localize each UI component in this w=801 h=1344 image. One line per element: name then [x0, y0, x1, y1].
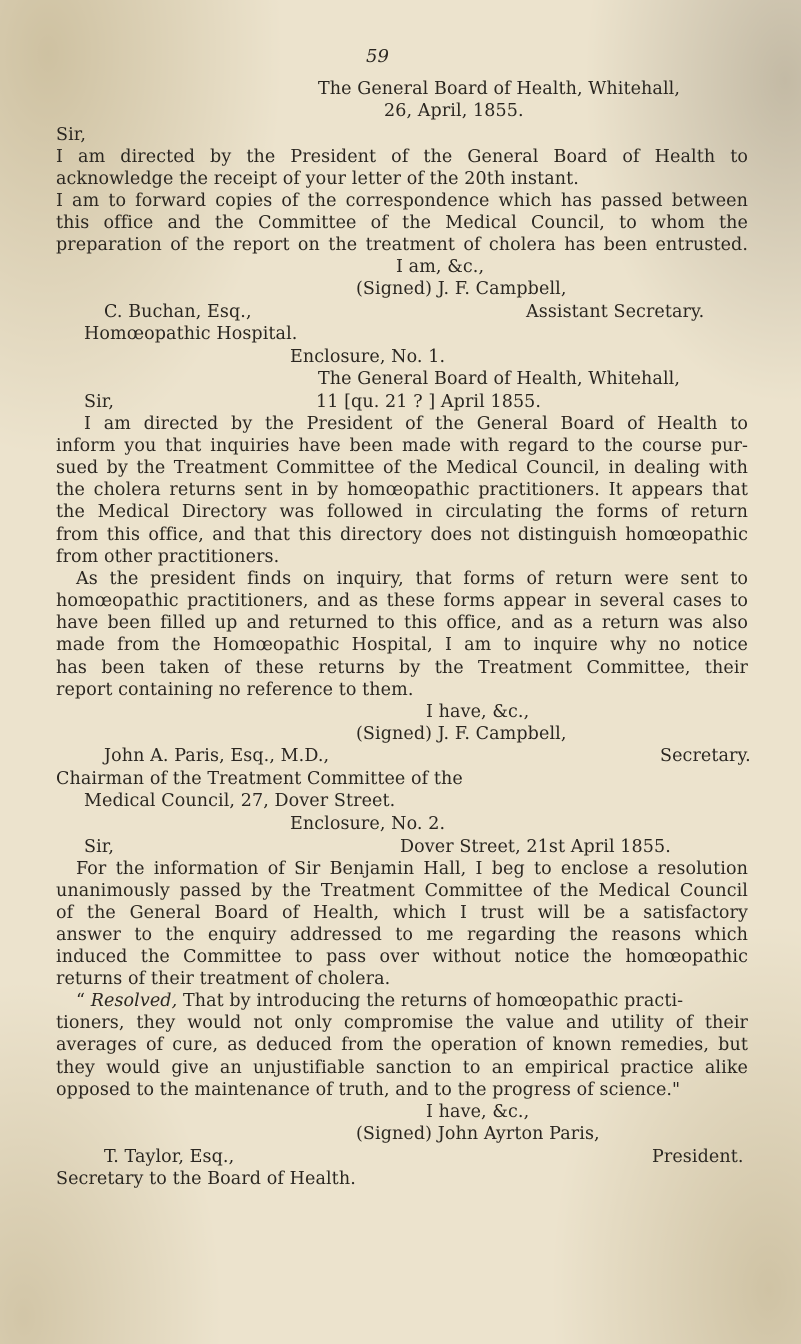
- enclosure2-title: Enclosure, No. 2.: [290, 814, 446, 834]
- enclosure1-body-line: made from the Homœopathic Hospital, I am to inquire why no notice: [56, 635, 748, 655]
- enclosure2-resolution-line: tioners, they would not only compromise the value and utility of their: [56, 1013, 748, 1033]
- enclosure1-heading: The General Board of Health, Whitehall,: [318, 369, 681, 389]
- letter1-signature: (Signed) J. F. Campbell,: [356, 279, 567, 299]
- enclosure2-signature: (Signed) John Ayrton Paris,: [356, 1124, 600, 1144]
- enclosure1-addressee-name: John A. Paris, Esq., M.D.,: [104, 746, 330, 766]
- enclosure2-addressee-name: T. Taylor, Esq.,: [104, 1147, 235, 1167]
- enclosure2-body-line: of the General Board of Health, which I trust will be a satisfactory: [56, 903, 748, 923]
- enclosure1-body-line: the Medical Directory was followed in circulating the forms of return: [56, 502, 748, 522]
- enclosure1-body-line: has been taken of these returns by the Treatment Committee, their: [56, 658, 748, 678]
- enclosure2-addressee-line: Secretary to the Board of Health.: [56, 1169, 356, 1189]
- enclosure1-signer-title: Secretary.: [660, 746, 751, 766]
- enclosure2-resolution-first-line: “ Resolved, That by introducing the returns of homœopathic practi-: [76, 991, 684, 1011]
- letter1-body-line: I am to forward copies of the correspondence which has passed between: [56, 191, 748, 211]
- letter1-signer-title: Assistant Secretary.: [526, 302, 705, 322]
- enclosure1-salutation: Sir,: [84, 392, 114, 412]
- enclosure2-resolution-line: averages of cure, as deduced from the operation of known remedies, but: [56, 1035, 748, 1055]
- letter1-salutation: Sir,: [56, 125, 86, 145]
- enclosure2-date: Dover Street, 21st April 1855.: [400, 837, 671, 857]
- enclosure2-closing: I have, &c.,: [426, 1102, 530, 1122]
- enclosure2-salutation: Sir,: [84, 837, 114, 857]
- enclosure1-signature: (Signed) J. F. Campbell,: [356, 724, 567, 744]
- enclosure2-signer-title: President.: [652, 1147, 744, 1167]
- enclosure1-body-line: As the president finds on inquiry, that forms of return were sent to: [76, 569, 748, 589]
- enclosure1-addressee-line: Chairman of the Treatment Committee of the: [56, 769, 463, 789]
- letter1-body-line: preparation of the report on the treatment of cholera has been entrusted.: [56, 235, 748, 255]
- enclosure1-addressee-line: Medical Council, 27, Dover Street.: [84, 791, 396, 811]
- letter1-heading-line1: The General Board of Health, Whitehall,: [318, 79, 681, 99]
- enclosure2-body-line: answer to the enquiry addressed to me regarding the reasons which: [56, 925, 748, 945]
- letter1-date: 26, April, 1855.: [384, 101, 524, 121]
- letter1-body-line: I am directed by the President of the General Board of Health to: [56, 147, 748, 167]
- enclosure1-closing: I have, &c.,: [426, 702, 530, 722]
- letter1-body-line: acknowledge the receipt of your letter of the 20th instant.: [56, 169, 579, 189]
- enclosure1-body-line: sued by the Treatment Committee of the Medical Council, in dealing with: [56, 458, 748, 478]
- enclosure1-body-line: report containing no reference to them.: [56, 680, 414, 700]
- resolved-word: Resolved,: [90, 991, 178, 1011]
- enclosure2-body-line: unanimously passed by the Treatment Committee of the Medical Council: [56, 881, 748, 901]
- enclosure1-body-line: from this office, and that this directory does not distinguish homœopathic: [56, 525, 748, 545]
- enclosure1-body-line: from other practitioners.: [56, 547, 280, 567]
- enclosure1-body-line: inform you that inquiries have been made with regard to the course pur-: [56, 436, 748, 456]
- enclosure1-body-line: the cholera returns sent in by homœopathic practitioners. It appears that: [56, 480, 748, 500]
- enclosure1-title: Enclosure, No. 1.: [290, 347, 446, 367]
- enclosure1-body-line: have been filled up and returned to this office, and as a return was also: [56, 613, 748, 633]
- letter1-addressee-name: C. Buchan, Esq.,: [104, 302, 252, 322]
- letter1-body-line: this office and the Committee of the Medical Council, to whom the: [56, 213, 748, 233]
- enclosure1-body-line: I am directed by the President of the General Board of Health to: [84, 414, 748, 434]
- resolution-text: That by introducing the returns of homœopathic practi-: [177, 991, 684, 1011]
- enclosure2-body-line: induced the Committee to pass over without notice the homœopathic: [56, 947, 748, 967]
- letter1-addressee-place: Homœopathic Hospital.: [84, 324, 298, 344]
- enclosure1-body-line: homœopathic practitioners, and as these forms appear in several cases to: [56, 591, 748, 611]
- enclosure2-body-line: For the information of Sir Benjamin Hall, I beg to enclose a resolution: [76, 859, 748, 879]
- page-number: 59: [366, 46, 390, 67]
- enclosure1-date: 11 [qu. 21 ? ] April 1855.: [316, 392, 542, 412]
- enclosure2-body-line: returns of their treatment of cholera.: [56, 969, 391, 989]
- enclosure2-resolution-line: opposed to the maintenance of truth, and to the progress of science.": [56, 1080, 681, 1100]
- enclosure2-resolution-line: they would give an unjustifiable sanction to an empirical practice alike: [56, 1058, 748, 1078]
- letter1-closing: I am, &c.,: [396, 257, 485, 277]
